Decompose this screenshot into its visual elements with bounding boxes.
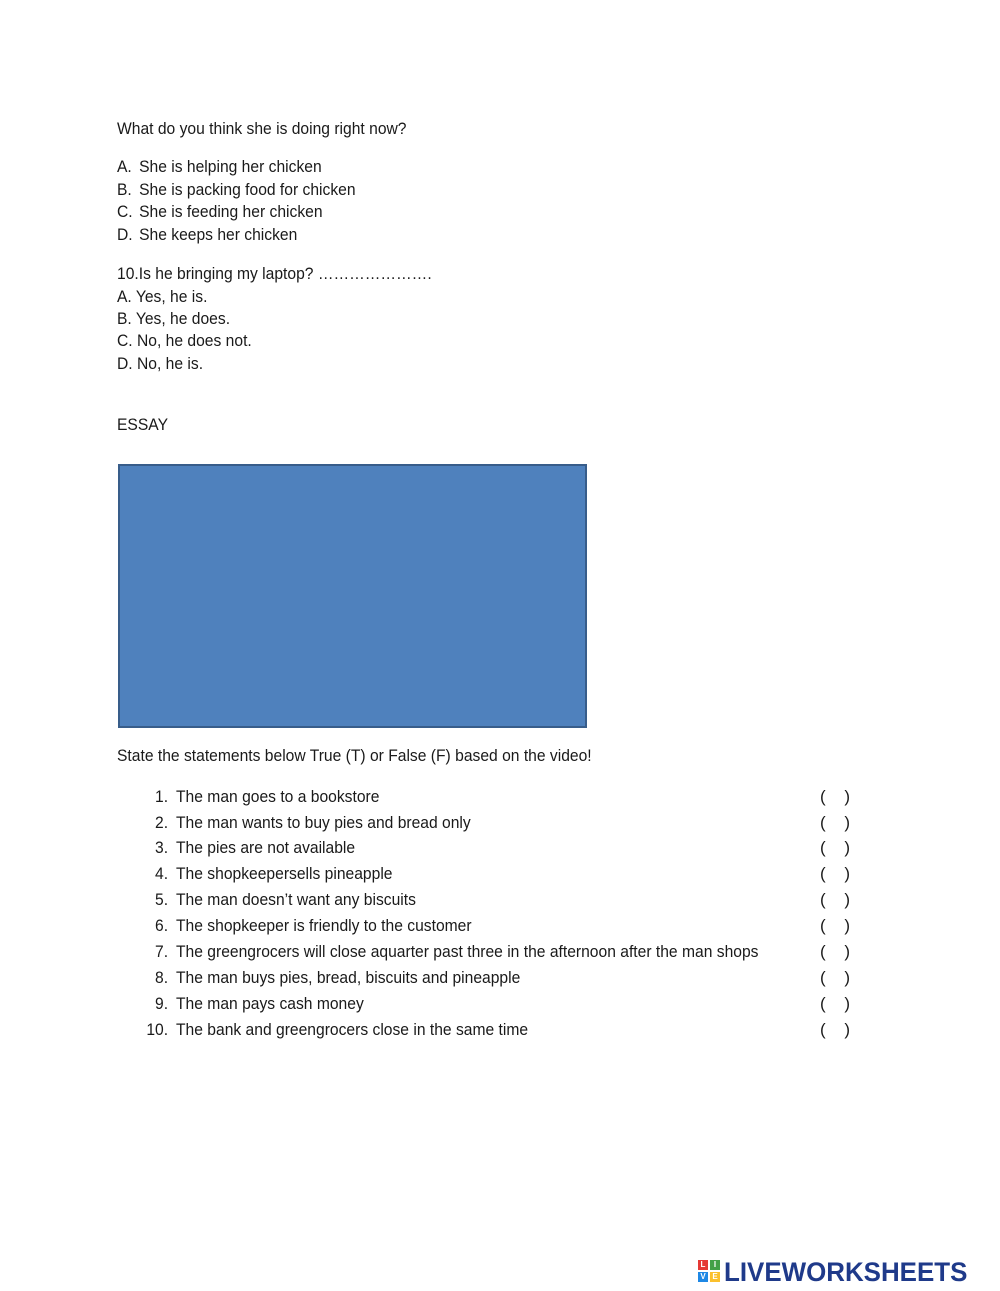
statement-row bbox=[146, 941, 856, 965]
statement-number: 4. bbox=[155, 864, 169, 883]
statement-row bbox=[146, 863, 856, 887]
question-10-option-c[interactable]: C. No, he does not. bbox=[117, 331, 252, 350]
answer-field[interactable]: ( ) bbox=[820, 864, 850, 883]
question-9-prompt: What do you think she is doing right now? bbox=[117, 119, 407, 138]
question-10-option-b[interactable]: B. Yes, he does. bbox=[117, 309, 231, 328]
option-text: She keeps her chicken bbox=[139, 225, 298, 244]
answer-field[interactable]: ( ) bbox=[820, 813, 850, 832]
logo-cube: V bbox=[698, 1272, 708, 1282]
statement-text: The shopkeepersells pineapple bbox=[176, 864, 393, 883]
statement-row bbox=[146, 967, 856, 991]
statement-row bbox=[146, 993, 856, 1017]
statement-row bbox=[146, 1019, 856, 1043]
answer-field[interactable]: ( ) bbox=[820, 1020, 850, 1039]
option-letter: C. bbox=[117, 202, 133, 221]
statement-text: The man pays cash money bbox=[176, 994, 364, 1013]
essay-instruction: State the statements below True (T) or False (F) based on the video! bbox=[117, 746, 592, 765]
answer-field[interactable]: ( ) bbox=[820, 916, 850, 935]
statement-text: The bank and greengrocers close in the same time bbox=[176, 1020, 529, 1039]
answer-field[interactable]: ( ) bbox=[820, 968, 850, 987]
answer-field[interactable]: ( ) bbox=[820, 838, 850, 857]
statement-text: The man goes to a bookstore bbox=[176, 787, 380, 806]
statement-text: The man buys pies, bread, biscuits and pineapple bbox=[176, 968, 521, 987]
statement-text: The man wants to buy pies and bread only bbox=[176, 813, 471, 832]
statement-number: 2. bbox=[155, 813, 169, 832]
statement-number: 1. bbox=[155, 787, 169, 806]
question-10-option-d[interactable]: D. No, he is. bbox=[117, 354, 204, 373]
statement-row bbox=[146, 812, 856, 836]
option-letter: A. bbox=[117, 157, 132, 176]
question-10-option-a[interactable]: A. Yes, he is. bbox=[117, 287, 208, 306]
statement-number: 6. bbox=[155, 916, 169, 935]
liveworksheets-logo bbox=[698, 1258, 978, 1286]
statement-number: 9. bbox=[155, 994, 169, 1013]
statement-text: The shopkeeper is friendly to the customer bbox=[176, 916, 472, 935]
logo-cube: I bbox=[710, 1260, 720, 1270]
option-text: She is packing food for chicken bbox=[139, 180, 356, 199]
question-9-option-c[interactable] bbox=[117, 201, 323, 223]
logo-cube: E bbox=[710, 1272, 720, 1282]
option-text: She is helping her chicken bbox=[139, 157, 322, 176]
statement-text: The man doesn’t want any biscuits bbox=[176, 890, 416, 909]
logo-text: LIVEWORKSHEETS bbox=[724, 1256, 968, 1287]
option-text: She is feeding her chicken bbox=[139, 202, 323, 221]
logo-cube: L bbox=[698, 1260, 708, 1270]
question-10-prompt: 10.Is he bringing my laptop? …………………. bbox=[117, 264, 432, 283]
essay-heading: ESSAY bbox=[117, 415, 169, 434]
statement-text: The greengrocers will close aquarter past three in the afternoon after the man shops bbox=[176, 942, 759, 961]
statement-row bbox=[146, 786, 856, 810]
question-9-option-d[interactable] bbox=[117, 224, 297, 246]
statement-number: 5. bbox=[155, 890, 169, 909]
statement-row bbox=[146, 837, 856, 861]
answer-field[interactable]: ( ) bbox=[820, 942, 850, 961]
statement-number: 7. bbox=[155, 942, 169, 961]
answer-field[interactable]: ( ) bbox=[820, 994, 850, 1013]
statement-text: The pies are not available bbox=[176, 838, 356, 857]
statement-row bbox=[146, 889, 856, 913]
option-letter: D. bbox=[117, 225, 133, 244]
statement-number: 8. bbox=[155, 968, 169, 987]
question-9-option-a[interactable] bbox=[117, 156, 322, 178]
question-9-option-b[interactable] bbox=[117, 179, 356, 201]
answer-field[interactable]: ( ) bbox=[820, 890, 850, 909]
statement-number: 10. bbox=[146, 1020, 169, 1039]
answer-field[interactable]: ( ) bbox=[820, 787, 850, 806]
option-letter: B. bbox=[117, 180, 132, 199]
logo-cubes-icon bbox=[698, 1260, 722, 1284]
statement-row bbox=[146, 915, 856, 939]
statement-number: 3. bbox=[155, 838, 169, 857]
video-placeholder[interactable] bbox=[118, 464, 587, 728]
